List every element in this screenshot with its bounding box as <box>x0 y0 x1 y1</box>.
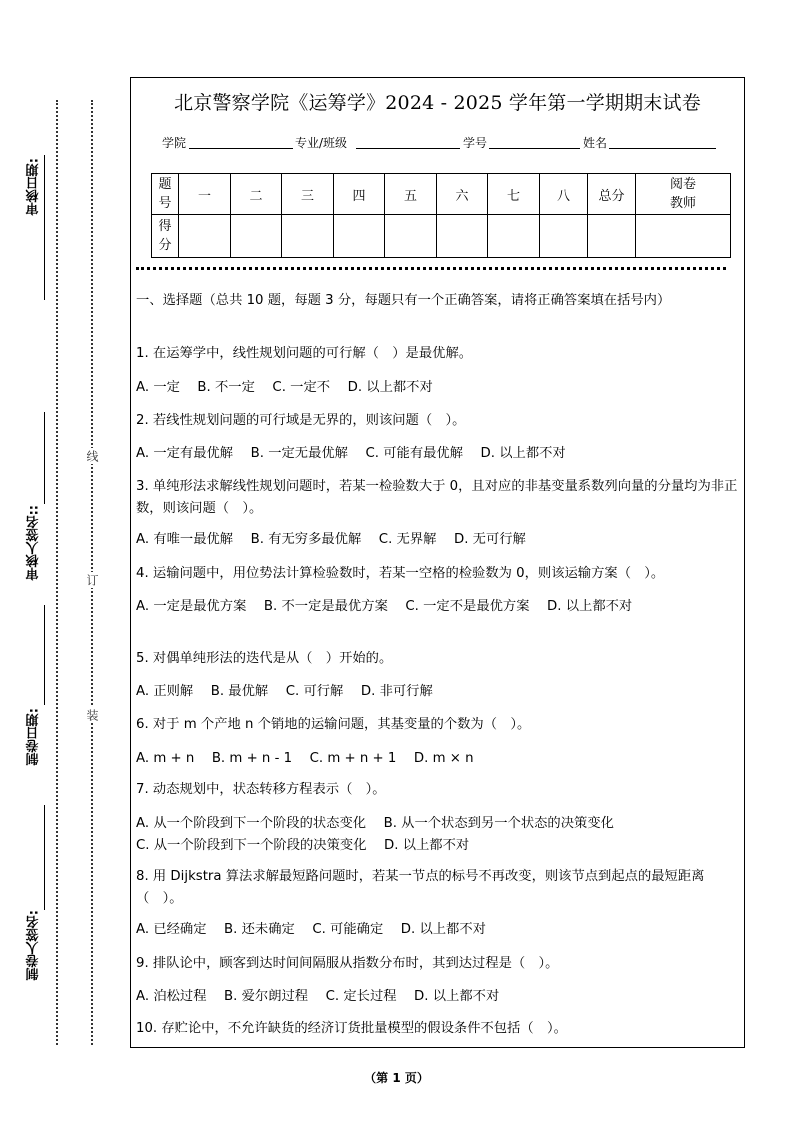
review-date-line <box>44 155 45 300</box>
binding-mark-zhuang: 装 <box>85 709 99 721</box>
question-4: 4. 运输问题中，用位势法计算检验数时，若某一空格的检验数为 0，则该运输方案（ ）。 <box>136 566 665 581</box>
row-label-score: 得 分 <box>152 215 179 258</box>
col-2: 二 <box>231 174 282 215</box>
score-table <box>151 173 731 258</box>
options-5: A. 正则解 B. 最优解 C. 可行解 D. 非可行解 <box>136 684 433 699</box>
row-label-question: 题 号 <box>152 174 179 215</box>
options-7: A. 从一个阶段到下一个阶段的状态变化 B. 从一个状态到另一个状态的决策变化 C. 从一个阶段到下一个阶段的决策变化 D. 以上都不对 <box>136 816 614 853</box>
paper-maker-sign-line <box>44 805 45 910</box>
binding-mark-ding: 订 <box>85 574 99 586</box>
student-no-field[interactable] <box>489 148 580 149</box>
college-field[interactable] <box>189 148 293 149</box>
page-number: （第 1 页） <box>364 1071 429 1085</box>
question-3: 3. 单纯形法求解线性规划问题时，若某一检验数大于 0，且对应的非基变量系数列向量的分量均为非正数，则该问题（ ）。 <box>136 479 738 516</box>
reviewer-sign-text: 审核人签名:: <box>26 505 42 581</box>
score-header-row <box>152 174 731 215</box>
col-5: 五 <box>385 174 437 215</box>
col-4: 四 <box>334 174 385 215</box>
section-heading: 一、选择题（总共 10 题，每题 3 分，每题只有一个正确答案，请将正确答案填在括号内） <box>136 293 671 308</box>
score-cell[interactable] <box>636 215 731 258</box>
col-total: 总分 <box>588 174 636 215</box>
question-5: 5. 对偶单纯形法的迭代是从（ ）开始的。 <box>136 651 393 666</box>
score-cell[interactable] <box>282 215 334 258</box>
score-cell[interactable] <box>231 215 282 258</box>
paper-maker-sign-label <box>22 910 46 980</box>
paper-maker-sign-text: 制卷人签名: <box>26 910 42 981</box>
major-label: 专业/班级 <box>295 136 348 150</box>
col-7: 七 <box>488 174 540 215</box>
college-label: 学院 <box>162 136 187 150</box>
question-9: 9. 排队论中，顾客到达时间间隔服从指数分布时，其到达过程是（ ）。 <box>136 956 559 971</box>
binding-mark-xian: 线 <box>85 450 99 462</box>
question-8: 8. 用 Dijkstra 算法求解最短路问题时，若某一节点的标号不再改变，则该节点到起点的最短距离（ ）。 <box>136 869 705 906</box>
col-3: 三 <box>282 174 334 215</box>
col-grader: 阅卷 教师 <box>636 174 731 215</box>
score-cell[interactable] <box>179 215 231 258</box>
question-10: 10. 存贮论中，不允许缺货的经济订货批量模型的假设条件不包括（ ）。 <box>136 1021 567 1036</box>
score-cell[interactable] <box>540 215 588 258</box>
question-1: 1. 在运筹学中，线性规划问题的可行解（ ）是最优解。 <box>136 346 473 361</box>
name-label: 姓名 <box>583 136 608 150</box>
options-1: A. 一定 B. 不一定 C. 一定不 D. 以上都不对 <box>136 380 433 395</box>
options-6: A. m + n B. m + n - 1 C. m + n + 1 D. m × n <box>136 751 474 766</box>
options-3: A. 有唯一最优解 B. 有无穷多最优解 C. 无界解 D. 无可行解 <box>136 532 526 547</box>
paper-date-label <box>22 708 46 765</box>
section-divider <box>136 267 726 270</box>
major-field[interactable] <box>356 148 460 149</box>
score-cell[interactable] <box>588 215 636 258</box>
options-9: A. 泊松过程 B. 爱尔朗过程 C. 定长过程 D. 以上都不对 <box>136 989 500 1004</box>
exam-title: 北京警察学院《运筹学》2024 - 2025 学年第一学期期末试卷 <box>174 92 701 114</box>
score-cell[interactable] <box>437 215 488 258</box>
score-value-row <box>152 215 731 258</box>
question-6: 6. 对于 m 个产地 n 个销地的运输问题，其基变量的个数为（ ）。 <box>136 717 531 732</box>
paper-date-line <box>44 605 45 705</box>
question-2: 2. 若线性规划问题的可行域是无界的，则该问题（ ）。 <box>136 413 466 428</box>
review-date-text: 审核日期: <box>26 158 42 216</box>
score-cell[interactable] <box>334 215 385 258</box>
reviewer-sign-line <box>44 412 45 504</box>
review-date-label <box>22 158 46 215</box>
options-8: A. 已经确定 B. 还未确定 C. 可能确定 D. 以上都不对 <box>136 922 486 937</box>
paper-date-text: 制卷日期: <box>26 708 42 766</box>
score-cell[interactable] <box>488 215 540 258</box>
student-no-label: 学号 <box>463 136 488 150</box>
col-6: 六 <box>437 174 488 215</box>
dotted-line-outer <box>56 100 58 1045</box>
reviewer-sign-label <box>22 505 46 580</box>
name-field[interactable] <box>609 148 716 149</box>
col-1: 一 <box>179 174 231 215</box>
score-cell[interactable] <box>385 215 437 258</box>
question-7: 7. 动态规划中，状态转移方程表示（ ）。 <box>136 782 386 797</box>
col-8: 八 <box>540 174 588 215</box>
options-2: A. 一定有最优解 B. 一定无最优解 C. 可能有最优解 D. 以上都不对 <box>136 446 566 461</box>
options-4: A. 一定是最优方案 B. 不一定是最优方案 C. 一定不是最优方案 D. 以上都不对 <box>136 599 633 614</box>
